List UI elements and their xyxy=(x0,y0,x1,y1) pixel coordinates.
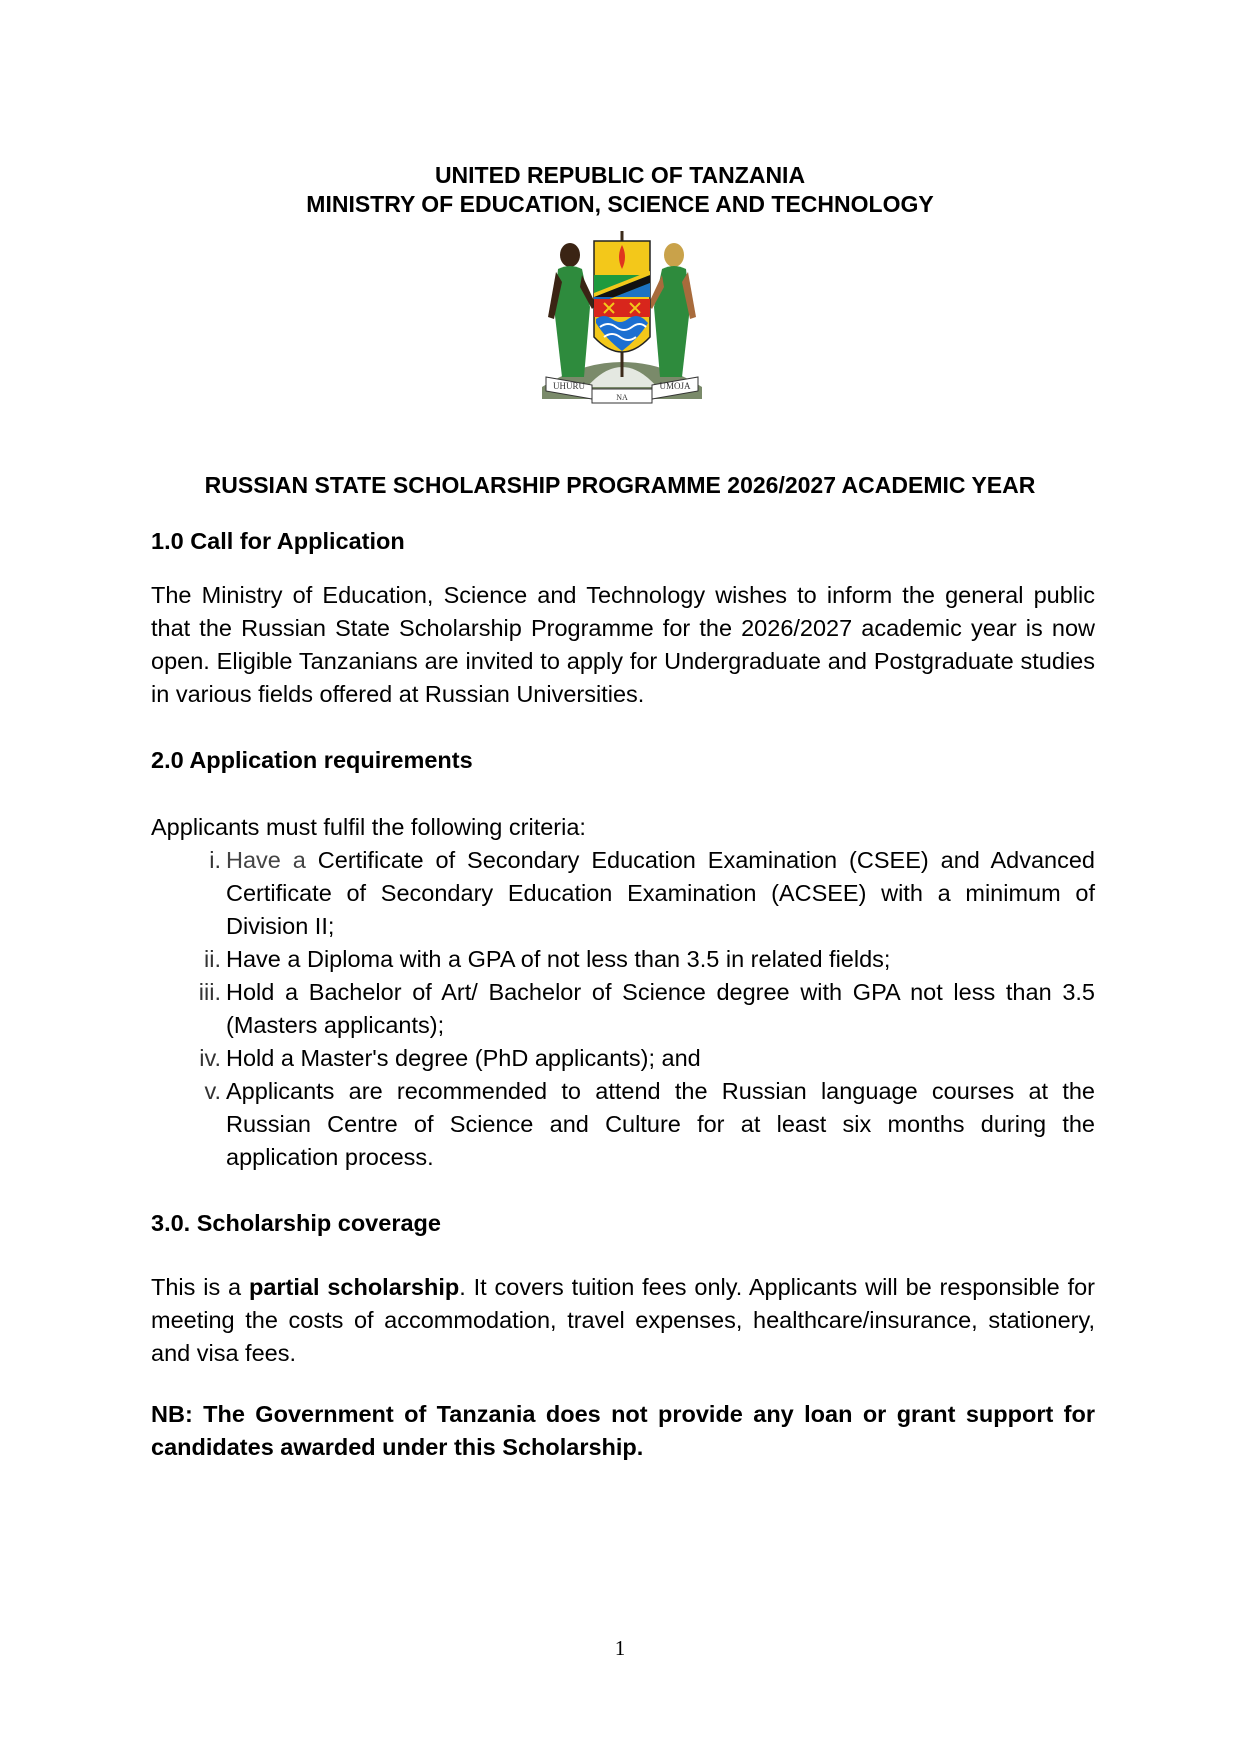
section2-heading: 2.0 Application requirements xyxy=(151,747,473,773)
section3-body-bold: partial scholarship xyxy=(248,1274,460,1300)
criteria-item xyxy=(151,943,1095,976)
section3-heading: 3.0. Scholarship coverage xyxy=(151,1210,441,1236)
criteria-text: Have a Diploma with a GPA of not less than 3.5 in related fields; xyxy=(226,946,891,972)
header-country: UNITED REPUBLIC OF TANZANIA xyxy=(434,162,806,188)
section3-body-post: . It covers tuition fees only. Applicants will be responsible for meeting the costs of accommodation, travel expenses, healthcare/insurance, stationery, and visa fees. xyxy=(151,1274,1096,1366)
section1-heading: 1.0 Call for Application xyxy=(151,528,405,554)
criteria-lead: Have a xyxy=(226,847,306,873)
criteria-item xyxy=(151,844,1095,943)
criteria-number: i. xyxy=(209,847,221,873)
page-number: 1 xyxy=(614,1636,626,1660)
document-title: RUSSIAN STATE SCHOLARSHIP PROGRAMME 2026/2027 ACADEMIC YEAR xyxy=(204,472,1036,498)
crest-ribbon-left: UHURU xyxy=(552,381,586,391)
section3-body-pre: This is a xyxy=(151,1274,249,1300)
coat-of-arms-emblem xyxy=(532,227,712,413)
section2-intro: Applicants must fulfil the following criteria: xyxy=(151,814,586,840)
crest-ribbon-mid: NA xyxy=(616,393,628,402)
section3-body xyxy=(151,1271,1095,1370)
criteria-number: iv. xyxy=(199,1045,221,1071)
criteria-number: v. xyxy=(204,1078,221,1104)
criteria-text: Hold a Bachelor of Art/ Bachelor of Science degree with GPA not less than 3.5 (Masters applicants); xyxy=(226,979,1095,1038)
criteria-text: Hold a Master's degree (PhD applicants); and xyxy=(226,1045,701,1071)
criteria-text: Certificate of Secondary Education Examination (CSEE) and Advanced Certificate of Secondary Education Examination (ACSEE) with a minimum of Division II; xyxy=(226,847,1095,939)
criteria-list xyxy=(151,844,1095,1174)
nb-notice: NB: The Government of Tanzania does not provide any loan or grant support for candidates awarded under this Scholarship. xyxy=(151,1401,1095,1460)
criteria-item xyxy=(151,976,1095,1042)
criteria-number: iii. xyxy=(198,979,221,1005)
criteria-item xyxy=(151,1042,1095,1075)
criteria-item xyxy=(151,1075,1095,1174)
header-ministry: MINISTRY OF EDUCATION, SCIENCE AND TECHNOLOGY xyxy=(306,191,934,217)
section1-body: The Ministry of Education, Science and Technology wishes to inform the general public that the Russian State Scholarship Programme for the 2026/2027 academic year is now open. Eligible Tanzanians are invited to apply for Undergraduate and Postgraduate studies in various fields offered at Russian Universities. xyxy=(151,582,1095,707)
criteria-text: Applicants are recommended to attend the Russian language courses at the Russian Centre of Science and Culture for at least six months during the application process. xyxy=(226,1078,1095,1170)
criteria-number: ii. xyxy=(204,946,221,972)
crest-ribbon-right: UMOJA xyxy=(659,381,691,391)
